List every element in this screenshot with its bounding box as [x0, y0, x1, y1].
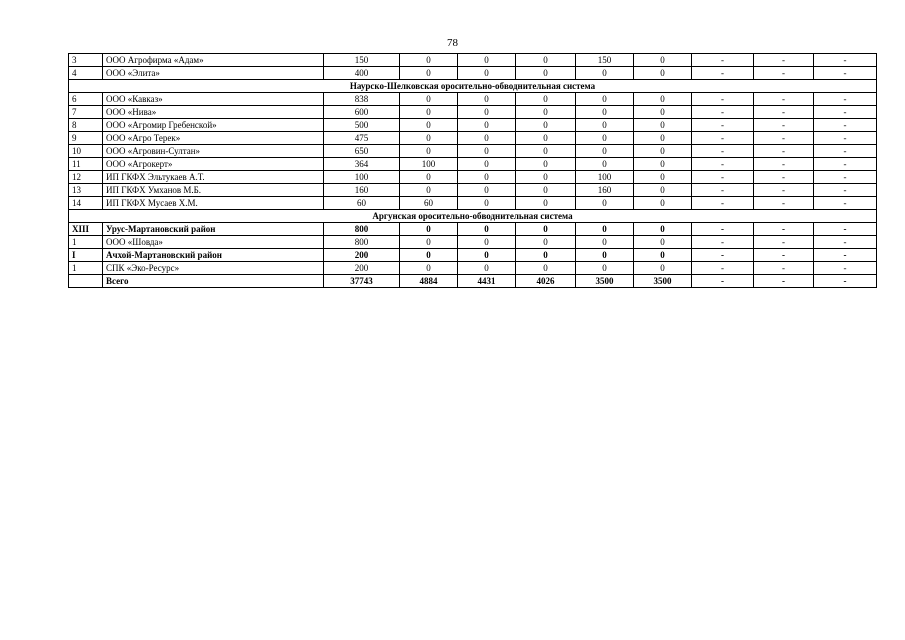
value-cell: - [754, 223, 814, 236]
value-cell: - [814, 249, 877, 262]
row-number-cell: 7 [69, 106, 103, 119]
value-cell: 0 [400, 132, 458, 145]
value-cell: 0 [458, 249, 516, 262]
value-cell: 0 [634, 223, 692, 236]
value-cell: - [754, 106, 814, 119]
value-cell: 0 [400, 119, 458, 132]
value-cell: 0 [458, 223, 516, 236]
value-cell: 364 [324, 158, 400, 171]
name-cell: ООО «Агромир Гребенской» [103, 119, 324, 132]
row-number-cell: 11 [69, 158, 103, 171]
name-cell: ООО «Агрокерт» [103, 158, 324, 171]
value-cell: - [754, 236, 814, 249]
table-row [69, 132, 877, 145]
value-cell: 0 [400, 67, 458, 80]
value-cell: 0 [634, 236, 692, 249]
value-cell: 0 [516, 106, 576, 119]
value-cell: 0 [634, 145, 692, 158]
value-cell: - [692, 158, 754, 171]
table-row [69, 106, 877, 119]
value-cell: - [692, 67, 754, 80]
row-number-cell: 12 [69, 171, 103, 184]
value-cell: 0 [400, 249, 458, 262]
value-cell: 150 [576, 54, 634, 67]
value-cell: - [814, 158, 877, 171]
name-cell: ООО «Шовда» [103, 236, 324, 249]
value-cell: 0 [458, 132, 516, 145]
value-cell: 0 [516, 132, 576, 145]
value-cell: 500 [324, 119, 400, 132]
row-number-cell: I [69, 249, 103, 262]
value-cell: 0 [576, 119, 634, 132]
page-number: 78 [447, 37, 458, 49]
value-cell: 60 [324, 197, 400, 210]
value-cell: 0 [458, 145, 516, 158]
value-cell: 0 [400, 223, 458, 236]
value-cell: 4026 [516, 275, 576, 288]
value-cell: - [692, 106, 754, 119]
section-header-row [69, 210, 877, 223]
value-cell: 0 [516, 171, 576, 184]
value-cell: - [692, 184, 754, 197]
table-row [69, 236, 877, 249]
value-cell: 600 [324, 106, 400, 119]
value-cell: - [754, 54, 814, 67]
value-cell: 0 [458, 262, 516, 275]
value-cell: 0 [458, 197, 516, 210]
value-cell: 0 [458, 67, 516, 80]
value-cell: 0 [400, 145, 458, 158]
value-cell: 3500 [634, 275, 692, 288]
value-cell: 0 [458, 171, 516, 184]
value-cell: - [814, 54, 877, 67]
value-cell: - [692, 223, 754, 236]
value-cell: 0 [634, 197, 692, 210]
value-cell: 200 [324, 262, 400, 275]
value-cell: 0 [516, 93, 576, 106]
row-number-cell: 13 [69, 184, 103, 197]
value-cell: - [814, 132, 877, 145]
value-cell: - [692, 119, 754, 132]
value-cell: 475 [324, 132, 400, 145]
name-cell: ИП ГКФХ Мусаев Х.М. [103, 197, 324, 210]
value-cell: 0 [634, 119, 692, 132]
value-cell: - [814, 262, 877, 275]
value-cell: 400 [324, 67, 400, 80]
value-cell: - [814, 197, 877, 210]
value-cell: - [692, 54, 754, 67]
value-cell: 0 [576, 67, 634, 80]
value-cell: - [754, 262, 814, 275]
value-cell: 0 [576, 106, 634, 119]
value-cell: 0 [576, 223, 634, 236]
value-cell: 0 [634, 67, 692, 80]
table-row-total [69, 275, 877, 288]
name-cell: ООО «Агро Терек» [103, 132, 324, 145]
value-cell: 0 [400, 93, 458, 106]
value-cell: 0 [634, 54, 692, 67]
value-cell: 100 [400, 158, 458, 171]
row-number-cell: 1 [69, 262, 103, 275]
value-cell: 0 [576, 197, 634, 210]
value-cell: - [754, 119, 814, 132]
value-cell: - [692, 197, 754, 210]
value-cell: 0 [516, 145, 576, 158]
table-row [69, 262, 877, 275]
value-cell: 200 [324, 249, 400, 262]
name-cell: Урус-Мартановский район [103, 223, 324, 236]
value-cell: 0 [516, 184, 576, 197]
value-cell: - [754, 171, 814, 184]
value-cell: 0 [400, 262, 458, 275]
name-cell: ООО «Агровин-Султан» [103, 145, 324, 158]
table-row [69, 171, 877, 184]
value-cell: 0 [516, 119, 576, 132]
value-cell: 0 [400, 184, 458, 197]
data-table [68, 53, 877, 288]
name-cell: ООО «Кавказ» [103, 93, 324, 106]
table-row [69, 158, 877, 171]
name-cell: Ачхой-Мартановский район [103, 249, 324, 262]
value-cell: - [692, 236, 754, 249]
row-number-cell: 9 [69, 132, 103, 145]
value-cell: 0 [516, 158, 576, 171]
value-cell: 100 [576, 171, 634, 184]
row-number-cell: 14 [69, 197, 103, 210]
section-title: Наурско-Шелковская оросительно-обводнительная система [69, 80, 877, 93]
value-cell: 0 [400, 54, 458, 67]
value-cell: - [692, 262, 754, 275]
row-number-cell: 1 [69, 236, 103, 249]
table-row [69, 119, 877, 132]
value-cell: 4884 [400, 275, 458, 288]
value-cell: 160 [576, 184, 634, 197]
value-cell: - [754, 184, 814, 197]
name-cell: ООО Агрофирма «Адам» [103, 54, 324, 67]
value-cell: - [692, 171, 754, 184]
table-row [69, 93, 877, 106]
value-cell: - [754, 93, 814, 106]
value-cell: 650 [324, 145, 400, 158]
value-cell: - [814, 145, 877, 158]
value-cell: 0 [516, 262, 576, 275]
row-number-cell: 8 [69, 119, 103, 132]
value-cell: 0 [458, 184, 516, 197]
table-row [69, 67, 877, 80]
value-cell: 160 [324, 184, 400, 197]
value-cell: - [692, 275, 754, 288]
value-cell: 0 [458, 158, 516, 171]
value-cell: 0 [400, 171, 458, 184]
value-cell: - [814, 184, 877, 197]
value-cell: 0 [576, 145, 634, 158]
value-cell: 0 [576, 236, 634, 249]
value-cell: 0 [516, 223, 576, 236]
value-cell: 0 [576, 132, 634, 145]
name-cell: Всего [103, 275, 324, 288]
value-cell: 800 [324, 236, 400, 249]
table-row-total [69, 223, 877, 236]
value-cell: 0 [516, 197, 576, 210]
value-cell: 0 [634, 249, 692, 262]
value-cell: 0 [634, 158, 692, 171]
value-cell: 0 [516, 54, 576, 67]
value-cell: 0 [458, 106, 516, 119]
row-number-cell: 3 [69, 54, 103, 67]
value-cell: 0 [576, 262, 634, 275]
value-cell: 0 [634, 106, 692, 119]
value-cell: - [692, 132, 754, 145]
value-cell: - [814, 236, 877, 249]
table-row [69, 54, 877, 67]
value-cell: 37743 [324, 275, 400, 288]
value-cell: - [754, 158, 814, 171]
value-cell: - [754, 145, 814, 158]
name-cell: ООО «Элита» [103, 67, 324, 80]
value-cell: 0 [634, 93, 692, 106]
section-header-row [69, 80, 877, 93]
value-cell: 0 [634, 184, 692, 197]
value-cell: 0 [634, 132, 692, 145]
value-cell: - [814, 171, 877, 184]
value-cell: 0 [458, 93, 516, 106]
value-cell: 838 [324, 93, 400, 106]
value-cell: 0 [458, 236, 516, 249]
row-number-cell: XIII [69, 223, 103, 236]
value-cell: - [754, 275, 814, 288]
value-cell: 0 [400, 236, 458, 249]
value-cell: - [754, 132, 814, 145]
name-cell: СПК «Эко-Ресурс» [103, 262, 324, 275]
value-cell: 60 [400, 197, 458, 210]
value-cell: - [754, 249, 814, 262]
table-row [69, 184, 877, 197]
value-cell: - [692, 249, 754, 262]
value-cell: 0 [576, 158, 634, 171]
value-cell: 100 [324, 171, 400, 184]
value-cell: 800 [324, 223, 400, 236]
value-cell: - [814, 119, 877, 132]
value-cell: 0 [516, 249, 576, 262]
name-cell: ИП ГКФХ Эльтукаев А.Т. [103, 171, 324, 184]
value-cell: 0 [458, 54, 516, 67]
value-cell: 0 [576, 249, 634, 262]
row-number-cell: 6 [69, 93, 103, 106]
value-cell: 0 [400, 106, 458, 119]
row-number-cell: 4 [69, 67, 103, 80]
value-cell: - [692, 145, 754, 158]
value-cell: - [814, 106, 877, 119]
value-cell: - [814, 275, 877, 288]
value-cell: 0 [516, 67, 576, 80]
value-cell: 0 [634, 171, 692, 184]
value-cell: 4431 [458, 275, 516, 288]
table-row [69, 197, 877, 210]
row-number-cell: 10 [69, 145, 103, 158]
value-cell: 0 [576, 93, 634, 106]
section-title: Аргунская оросительно-обводнительная система [69, 210, 877, 223]
value-cell: 0 [458, 119, 516, 132]
value-cell: 0 [516, 236, 576, 249]
value-cell: - [814, 93, 877, 106]
value-cell: 3500 [576, 275, 634, 288]
name-cell: ИП ГКФХ Умханов М.Б. [103, 184, 324, 197]
value-cell: - [754, 197, 814, 210]
value-cell: 0 [634, 262, 692, 275]
value-cell: 150 [324, 54, 400, 67]
value-cell: - [692, 93, 754, 106]
value-cell: - [814, 223, 877, 236]
table-row-total [69, 249, 877, 262]
row-number-cell [69, 275, 103, 288]
value-cell: - [814, 67, 877, 80]
name-cell: ООО «Нива» [103, 106, 324, 119]
value-cell: - [754, 67, 814, 80]
table-row [69, 145, 877, 158]
